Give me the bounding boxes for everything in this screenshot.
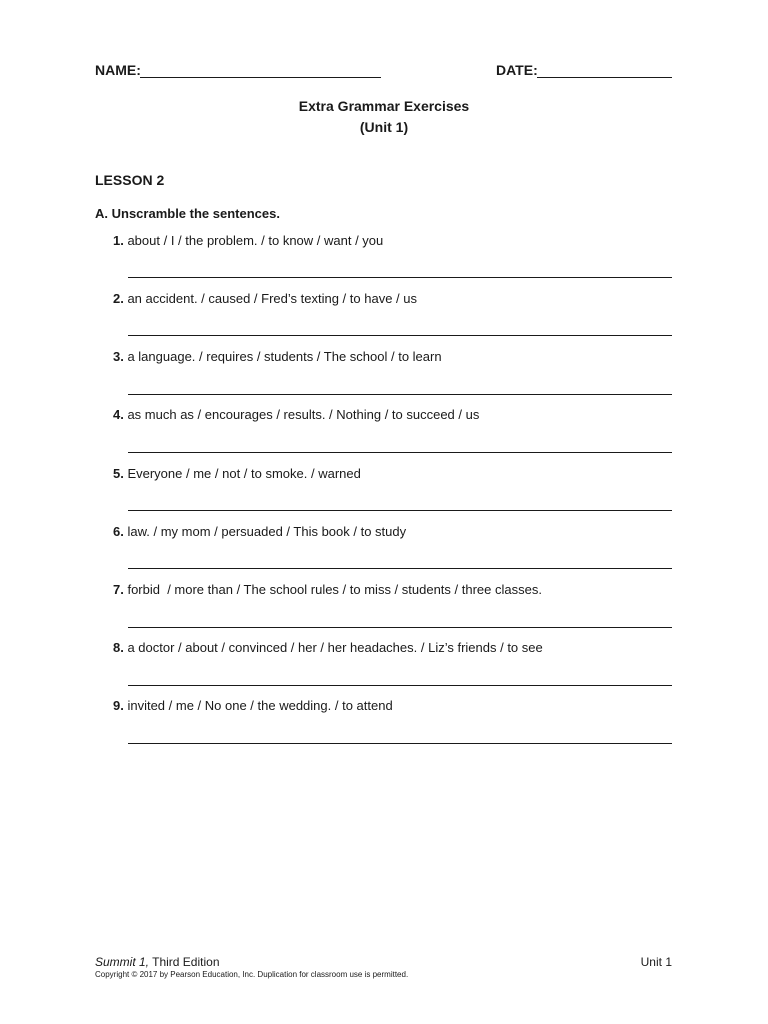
date-blank[interactable] (537, 77, 672, 78)
exercise-item (113, 582, 542, 597)
item-number: 6. (113, 524, 124, 539)
name-label: NAME: (95, 62, 141, 78)
answer-line[interactable] (128, 627, 672, 628)
exercise-item (113, 466, 361, 481)
item-text: Everyone / me / not / to smoke. / warned (123, 466, 361, 481)
exercise-item (113, 291, 417, 306)
item-number: 1. (113, 233, 124, 248)
item-number: 8. (113, 640, 124, 655)
answer-line[interactable] (128, 277, 672, 278)
answer-line[interactable] (128, 685, 672, 686)
footer-copyright: Copyright © 2017 by Pearson Education, Inc. Duplication for classroom use is permitted. (95, 970, 409, 979)
answer-line[interactable] (128, 568, 672, 569)
item-number: 3. (113, 349, 124, 364)
item-text: forbid / more than / The school rules / to miss / students / three classes. (123, 582, 542, 597)
exercise-item (113, 407, 479, 422)
book-edition: Third Edition (149, 955, 220, 969)
name-field (95, 62, 141, 78)
title-line-1: Extra Grammar Exercises (298, 98, 470, 114)
exercise-item (113, 524, 406, 539)
answer-line[interactable] (128, 510, 672, 511)
title-line-2: (Unit 1) (359, 119, 409, 135)
exercise-item (113, 698, 393, 713)
section-instruction: A. Unscramble the sentences. (95, 206, 280, 221)
item-text: invited / me / No one / the wedding. / to attend (123, 698, 393, 713)
item-text: law. / my mom / persuaded / This book / to study (123, 524, 407, 539)
exercise-item (113, 233, 383, 248)
item-text: about / I / the problem. / to know / want / you (123, 233, 384, 248)
exercise-item (113, 349, 442, 364)
item-number: 4. (113, 407, 124, 422)
footer-book-title (95, 955, 220, 969)
answer-line[interactable] (128, 335, 672, 336)
page-title (0, 96, 768, 138)
name-blank[interactable] (140, 77, 381, 78)
item-number: 5. (113, 466, 124, 481)
item-text: a language. / requires / students / The school / to learn (123, 349, 442, 364)
footer-unit: Unit 1 (640, 955, 672, 969)
exercise-item (113, 640, 543, 655)
book-title: Summit 1, (95, 955, 150, 969)
date-field (496, 62, 538, 78)
date-label: DATE: (496, 62, 538, 78)
answer-line[interactable] (128, 743, 672, 744)
answer-line[interactable] (128, 452, 672, 453)
item-number: 7. (113, 582, 124, 597)
answer-line[interactable] (128, 394, 672, 395)
item-number: 9. (113, 698, 124, 713)
item-text: as much as / encourages / results. / Nothing / to succeed / us (123, 407, 480, 422)
item-text: a doctor / about / convinced / her / her headaches. / Liz’s friends / to see (123, 640, 543, 655)
item-text: an accident. / caused / Fred’s texting / to have / us (123, 291, 417, 306)
item-number: 2. (113, 291, 124, 306)
lesson-heading: LESSON 2 (95, 172, 165, 188)
